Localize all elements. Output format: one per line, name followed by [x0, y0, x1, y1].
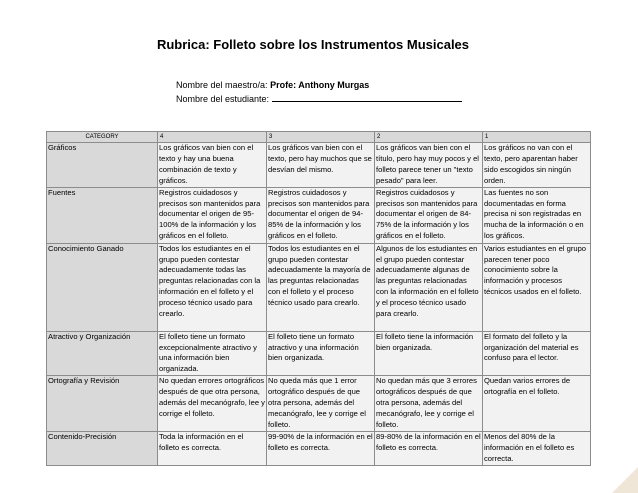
title-block	[148, 36, 478, 54]
header-level-3: 3	[267, 132, 375, 143]
criteria-cell: Menos del 80% de la información en el folleto es correcta.	[483, 431, 591, 465]
criteria-cell: Registros cuidadosos y precisos son mantenidos para documentar el origen de 84-75% de la información y los gráficos en el folleto.	[375, 187, 483, 243]
criteria-cell: 89-80% de la información en el folleto es correcta.	[375, 431, 483, 465]
student-row	[176, 92, 462, 106]
table-row	[47, 376, 591, 432]
table-row	[47, 243, 591, 331]
criteria-cell: Algunos de los estudiantes en el grupo pueden contestar adecuadamente algunas de las preguntas relacionadas con la información en el folleto y el proceso técnico usado para crearlo.	[375, 243, 483, 331]
criteria-cell: El folleto tiene un formato excepcionalmente atractivo y una información bien organizada.	[158, 331, 267, 376]
student-name-blank[interactable]	[272, 92, 462, 102]
header-level-1: 1	[483, 132, 591, 143]
criteria-cell: Las fuentes no son documentadas en forma precisa ni son registradas en mucha de la información o en los gráficos.	[483, 187, 591, 243]
criteria-cell: El formato del folleto y la organización del material es confuso para el lector.	[483, 331, 591, 376]
category-cell: Fuentes	[47, 187, 158, 243]
category-cell: Ortografía y Revisión	[47, 376, 158, 432]
criteria-cell: Los gráficos van bien con el texto, pero hay muchos que se desvían del mismo.	[267, 143, 375, 188]
teacher-row	[176, 79, 462, 92]
criteria-cell: Registros cuidadosos y precisos son mantenidos para documentar el origen de 94-85% de la información y los gráficos en el folleto.	[267, 187, 375, 243]
category-cell: Atractivo y Organización	[47, 331, 158, 376]
header-level-2: 2	[375, 132, 483, 143]
criteria-cell: El folleto tiene la información bien organizada.	[375, 331, 483, 376]
criteria-cell: No queda más que 1 error ortográfico después de que otra persona, además del mecanógrafo, lee y corrige el folleto.	[267, 376, 375, 432]
criteria-cell: Todos los estudiantes en el grupo pueden contestar adecuadamente la mayoría de las preguntas relacionadas con el folleto y el proceso técnico usado para crearlo.	[267, 243, 375, 331]
teacher-label: Nombre del maestro/a:	[176, 80, 268, 90]
criteria-cell: Todos los estudiantes en el grupo pueden contestar adecuadamente todas las preguntas relacionadas con la información en el folleto y el proceso técnico usado para crearlo.	[158, 243, 267, 331]
criteria-cell: No quedan errores ortográficos después de que otra persona, además del mecanógrafo, lee y corrige el folleto.	[158, 376, 267, 432]
table-row	[47, 143, 591, 188]
table-row	[47, 431, 591, 465]
table-row	[47, 331, 591, 376]
header-category: CATEGORY	[47, 132, 158, 143]
criteria-cell: Quedan varios errores de ortografía en el folleto.	[483, 376, 591, 432]
category-cell: Contenido-Precisión	[47, 431, 158, 465]
meta-block	[176, 79, 462, 106]
category-cell: Gráficos	[47, 143, 158, 188]
criteria-cell: Los gráficos van bien con el título, pero hay muy pocos y el folleto parece tener un "texto pesado" para leer.	[375, 143, 483, 188]
criteria-cell: Los gráficos van bien con el texto y hay una buena combinación de texto y gráficos.	[158, 143, 267, 188]
category-cell: Conocimiento Ganado	[47, 243, 158, 331]
page-title: Rubrica: Folleto sobre los Instrumentos Musicales	[156, 37, 470, 52]
header-row	[47, 132, 591, 143]
table-row	[47, 187, 591, 243]
criteria-cell: Toda la información en el folleto es correcta.	[158, 431, 267, 465]
student-label: Nombre del estudiante:	[176, 94, 270, 104]
criteria-cell: Los gráficos no van con el texto, pero aparentan haber sido escogidos sin ningún orden.	[483, 143, 591, 188]
criteria-cell: No quedan más que 3 errores ortográficos después de que otra persona, además del mecanógrafo, lee y corrige el folleto.	[375, 376, 483, 432]
rubric-table	[46, 131, 591, 466]
criteria-cell: Varios estudiantes en el grupo parecen tener poco conocimiento sobre la información y procesos técnicos usados en el folleto.	[483, 243, 591, 331]
teacher-name: Profe: Anthony Murgas	[270, 80, 370, 90]
corner-decoration	[612, 467, 638, 493]
criteria-cell: Registros cuidadosos y precisos son mantenidos para documentar el origen de 95-100% de la información y los gráficos en el folleto.	[158, 187, 267, 243]
criteria-cell: 99-90% de la información en el folleto es correcta.	[267, 431, 375, 465]
criteria-cell: El folleto tiene un formato atractivo y una información bien organizada.	[267, 331, 375, 376]
header-level-4: 4	[158, 132, 267, 143]
